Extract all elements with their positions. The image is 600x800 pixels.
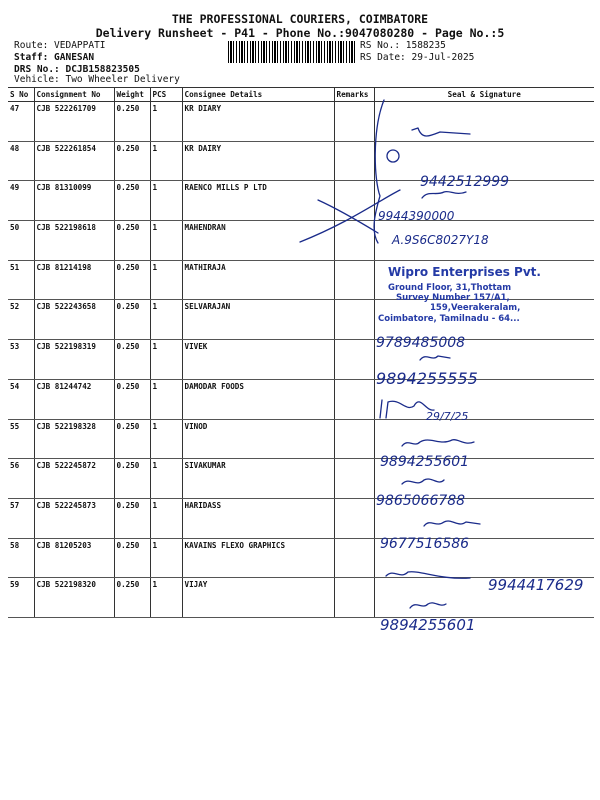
vehicle-label: Vehicle: Two Wheeler Delivery (14, 74, 180, 85)
sno-cell: 57 (8, 498, 34, 538)
sno-cell: 51 (8, 260, 34, 300)
weight-cell: 0.250 (114, 141, 150, 181)
col-consignment: Consignment No (34, 88, 114, 102)
signature-49 (422, 192, 466, 198)
company-title: THE PROFESSIONAL COURIERS, COIMBATORE (171, 12, 429, 26)
weight-cell: 0.250 (114, 221, 150, 261)
col-signature: Seal & Signature (374, 88, 594, 102)
pcs-cell: 1 (150, 221, 182, 261)
consignee-cell: SIVAKUMAR (182, 459, 334, 499)
consignee-cell: VIVEK (182, 340, 334, 380)
pcs-cell: 1 (150, 379, 182, 419)
consignment-cell: CJB 522243658 (34, 300, 114, 340)
pcs-cell: 1 (150, 498, 182, 538)
consignee-cell: RAENCO MILLS P LTD (182, 181, 334, 221)
sno-cell: 50 (8, 221, 34, 261)
gst-50: A.9S6C8027Y18 (392, 233, 489, 247)
sno-cell: 56 (8, 459, 34, 499)
sno-cell: 54 (8, 379, 34, 419)
consignment-cell: CJB 522245872 (34, 459, 114, 499)
phone-49: 9944390000 (378, 209, 455, 223)
consignee-cell: KR DAIRY (182, 141, 334, 181)
sno-cell: 47 (8, 102, 34, 142)
pcs-cell: 1 (150, 419, 182, 459)
phone-52: 9789485008 (376, 335, 466, 351)
signature-55 (402, 440, 474, 446)
sno-cell: 49 (8, 181, 34, 221)
consignment-cell: CJB 81205203 (34, 538, 114, 578)
signature-58 (386, 572, 470, 579)
pcs-cell: 1 (150, 300, 182, 340)
cross-stroke (318, 200, 378, 233)
consignee-cell: VIJAY (182, 578, 334, 618)
weight-cell: 0.250 (114, 498, 150, 538)
sno-cell: 48 (8, 141, 34, 181)
col-remarks: Remarks (334, 88, 374, 102)
phone-48: 9442512999 (420, 174, 510, 190)
weight-cell: 0.250 (114, 181, 150, 221)
consignment-cell: CJB 81244742 (34, 379, 114, 419)
consignee-cell: MATHIRAJA (182, 260, 334, 300)
phone-59: 9894255601 (380, 616, 476, 634)
runsheet-subtitle: Delivery Runsheet - P41 - Phone No.:9047080280 - Page No.:5 (95, 26, 505, 40)
weight-cell: 0.250 (114, 260, 150, 300)
sno-cell: 52 (8, 300, 34, 340)
sno-cell: 59 (8, 578, 34, 618)
consignee-cell: MAHENDRAN (182, 221, 334, 261)
phone-56: 9865066788 (376, 493, 466, 509)
weight-cell: 0.250 (114, 538, 150, 578)
pcs-cell: 1 (150, 340, 182, 380)
drs-number: DRS No.: DCJB158823505 (14, 64, 140, 75)
stamp-line4: 159,Veerakeralam, (430, 303, 521, 313)
sno-cell: 55 (8, 419, 34, 459)
phone-57: 9677516586 (380, 536, 470, 552)
consignment-cell: CJB 522198618 (34, 221, 114, 261)
consignment-cell: CJB 522245873 (34, 498, 114, 538)
weight-cell: 0.250 (114, 419, 150, 459)
signature-53 (420, 356, 450, 360)
rs-number: RS No.: 1588235 (360, 40, 446, 51)
col-sno: S No (8, 88, 34, 102)
consignment-cell: CJB 522198320 (34, 578, 114, 618)
pcs-cell: 1 (150, 578, 182, 618)
pcs-cell: 1 (150, 538, 182, 578)
consignment-cell: CJB 81310099 (34, 181, 114, 221)
consignment-cell: CJB 81214198 (34, 260, 114, 300)
consignment-cell: CJB 522198328 (34, 419, 114, 459)
consignment-cell: CJB 522261854 (34, 141, 114, 181)
sno-cell: 58 (8, 538, 34, 578)
weight-cell: 0.250 (114, 459, 150, 499)
phone-55: 9894255601 (380, 454, 470, 470)
pcs-cell: 1 (150, 141, 182, 181)
date-54: 29/7/25 (426, 410, 469, 423)
signature-48-mark (387, 150, 399, 162)
consignee-cell: KR DIARY (182, 102, 334, 142)
pcs-cell: 1 (150, 260, 182, 300)
weight-cell: 0.250 (114, 300, 150, 340)
stamp-line5: Coimbatore, Tamilnadu - 64... (378, 314, 520, 324)
consignment-cell: CJB 522261709 (34, 102, 114, 142)
signature-59 (410, 603, 446, 608)
staff-label: Staff: GANESAN (14, 52, 95, 63)
sno-cell: 53 (8, 340, 34, 380)
consignee-cell: SELVARAJAN (182, 300, 334, 340)
stamp-line1: Wipro Enterprises Pvt. (388, 265, 541, 279)
consignee-cell: DAMODAR FOODS (182, 379, 334, 419)
consignee-cell: HARIDASS (182, 498, 334, 538)
phone-53: 9894255555 (376, 369, 478, 388)
col-pcs: PCS (150, 88, 182, 102)
stamp-line3: Survey Number 157/A1, (396, 293, 510, 303)
col-weight: Weight (114, 88, 150, 102)
consignee-cell: KAVAINS FLEXO GRAPHICS (182, 538, 334, 578)
signature-56 (402, 479, 444, 484)
col-consignee: Consignee Details (182, 88, 334, 102)
pcs-cell: 1 (150, 459, 182, 499)
rs-date: RS Date: 29-Jul-2025 (360, 52, 475, 63)
signature-57 (424, 521, 480, 526)
pcs-cell: 1 (150, 102, 182, 142)
pcs-cell: 1 (150, 181, 182, 221)
stamp-line2: Ground Floor, 31,Thottam (388, 283, 512, 293)
route-label: Route: VEDAPPATI (14, 40, 106, 51)
weight-cell: 0.250 (114, 578, 150, 618)
phone-58: 9944417629 (488, 576, 584, 594)
consignment-cell: CJB 522198319 (34, 340, 114, 380)
signature-47 (412, 128, 470, 136)
consignee-cell: VINOD (182, 419, 334, 459)
weight-cell: 0.250 (114, 379, 150, 419)
weight-cell: 0.250 (114, 340, 150, 380)
weight-cell: 0.250 (114, 102, 150, 142)
